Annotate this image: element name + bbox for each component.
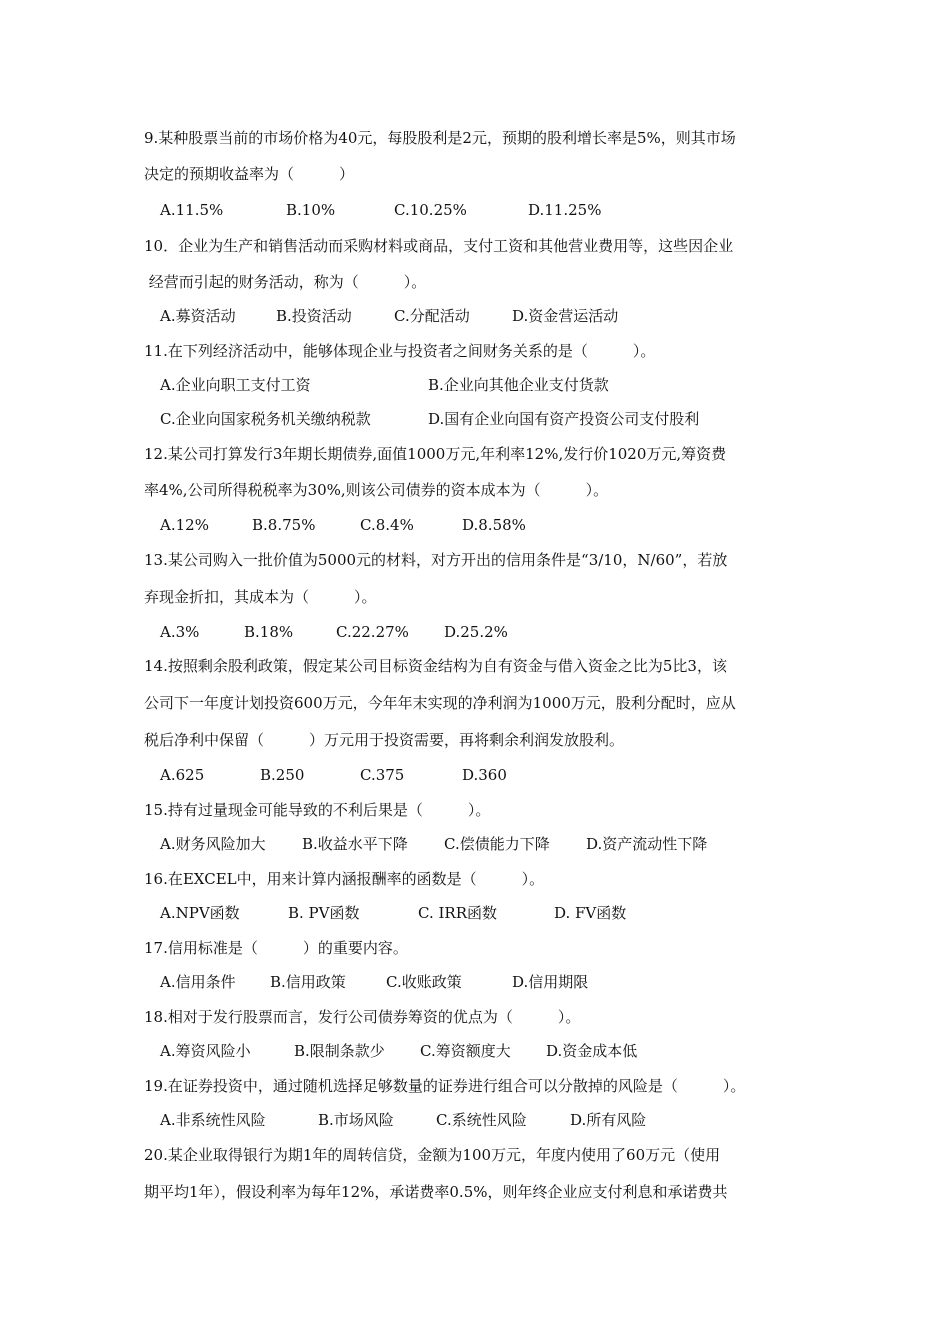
question-14-option-d: D.360: [462, 766, 507, 784]
question-9-option-b: B.10%: [286, 201, 336, 219]
question-20-line-1: 20.某企业取得银行为期1年的周转信贷，金额为100万元，年度内使用了60万元（使用: [144, 1146, 721, 1164]
question-19-option-b: B.市场风险: [318, 1111, 394, 1129]
question-19-line-1: 19.在证券投资中，通过随机选择足够数量的证券进行组合可以分散掉的风险是（ ）。: [144, 1077, 746, 1095]
question-14-line-1: 14.按照剩余股利政策，假定某公司目标资金结构为自有资金与借入资金之比为5比3，该: [144, 657, 727, 675]
question-13-option-b: B.18%: [244, 623, 294, 641]
question-10-option-b: B.投资活动: [276, 307, 352, 325]
question-10-option-c: C.分配活动: [394, 307, 470, 325]
question-12-option-a: A.12%: [160, 516, 209, 534]
question-16-option-d: D. FV函数: [554, 904, 627, 922]
question-11-option-b: B.企业向其他企业支付货款: [428, 376, 609, 394]
question-10-line-1: 10．企业为生产和销售活动而采购材料或商品，支付工资和其他营业费用等，这些因企业: [144, 237, 734, 255]
question-18-option-d: D.资金成本低: [546, 1042, 638, 1060]
question-18-option-b: B.限制条款少: [294, 1042, 385, 1060]
question-18-line-1: 18.相对于发行股票而言，发行公司债券筹资的优点为（ ）。: [144, 1008, 581, 1026]
question-9-line-2: 决定的预期收益率为（ ）: [144, 165, 355, 183]
question-11-option-d: D.国有企业向国有资产投资公司支付股利: [428, 410, 700, 428]
question-19-option-d: D.所有风险: [570, 1111, 647, 1129]
question-15-option-b: B.收益水平下降: [302, 835, 408, 853]
question-12-line-2: 率4%,公司所得税税率为30%,则该公司债券的资本成本为（ ）。: [144, 481, 609, 499]
question-18-option-a: A.筹资风险小: [160, 1042, 251, 1060]
question-9-option-d: D.11.25%: [528, 201, 602, 219]
question-14-line-3: 税后净利中保留（ ）万元用于投资需要，再将剩余利润发放股利。: [144, 731, 625, 749]
question-13-line-2: 弃现金折扣，其成本为（ ）。: [144, 588, 377, 606]
question-18-option-c: C.筹资额度大: [420, 1042, 511, 1060]
question-14-option-a: A.625: [160, 766, 205, 784]
question-13-option-c: C.22.27%: [336, 623, 409, 641]
question-12-option-b: B.8.75%: [252, 516, 316, 534]
question-13-option-a: A.3%: [160, 623, 200, 641]
question-9-option-c: C.10.25%: [394, 201, 467, 219]
question-16-line-1: 16.在EXCEL中，用来计算内涵报酬率的函数是（ ）。: [144, 870, 545, 888]
question-15-option-c: C.偿债能力下降: [444, 835, 550, 853]
question-10-option-a: A.募资活动: [160, 307, 236, 325]
question-15-option-d: D.资产流动性下降: [586, 835, 708, 853]
question-9-option-a: A.11.5%: [160, 201, 224, 219]
question-17-line-1: 17.信用标准是（ ）的重要内容。: [144, 939, 408, 957]
question-11-option-c: C.企业向国家税务机关缴纳税款: [160, 410, 371, 428]
question-16-option-a: A.NPV函数: [160, 904, 240, 922]
question-20-line-2: 期平均1年），假设利率为每年12%，承诺费率0.5%，则年终企业应支付利息和承诺费共: [144, 1183, 728, 1201]
question-10-option-d: D.资金营运活动: [512, 307, 619, 325]
question-9-line-1: 9.某种股票当前的市场价格为40元，每股股利是2元，预期的股利增长率是5%，则其市场: [144, 129, 736, 147]
question-15-option-a: A.财务风险加大: [160, 835, 266, 853]
question-19-option-c: C.系统性风险: [436, 1111, 527, 1129]
question-13-line-1: 13.某公司购入一批价值为5000元的材料，对方开出的信用条件是“3/10，N/60”，若放: [144, 551, 728, 569]
question-12-option-d: D.8.58%: [462, 516, 526, 534]
question-12-option-c: C.8.4%: [360, 516, 414, 534]
question-13-option-d: D.25.2%: [444, 623, 508, 641]
question-17-option-d: D.信用期限: [512, 973, 589, 991]
question-14-option-b: B.250: [260, 766, 305, 784]
question-11-line-1: 11.在下列经济活动中，能够体现企业与投资者之间财务关系的是（ ）。: [144, 342, 656, 360]
question-19-option-a: A.非系统性风险: [160, 1111, 266, 1129]
question-17-option-c: C.收账政策: [386, 973, 462, 991]
question-12-line-1: 12.某公司打算发行3年期长期债券,面值1000万元,年利率12%,发行价1020万元,筹资费: [144, 445, 727, 463]
question-14-option-c: C.375: [360, 766, 405, 784]
question-17-option-b: B.信用政策: [270, 973, 346, 991]
question-15-line-1: 15.持有过量现金可能导致的不利后果是（ ）。: [144, 801, 491, 819]
question-17-option-a: A.信用条件: [160, 973, 236, 991]
question-16-option-b: B. PV函数: [288, 904, 360, 922]
question-16-option-c: C. IRR函数: [418, 904, 497, 922]
question-10-line-2: 经营而引起的财务活动，称为（ ）。: [144, 273, 427, 291]
question-11-option-a: A.企业向职工支付工资: [160, 376, 311, 394]
question-14-line-2: 公司下一年度计划投资600万元，今年年末实现的净利润为1000万元，股利分配时，应从: [144, 694, 736, 712]
